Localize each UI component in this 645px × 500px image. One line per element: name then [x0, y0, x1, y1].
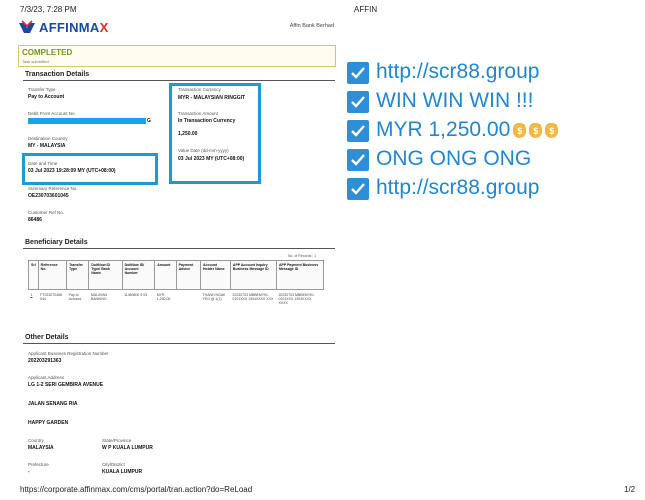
customer-ref-label: Customer Ref No. [28, 210, 65, 215]
state-label: State/Province [102, 438, 132, 443]
amount-label: Transaction Amount [178, 111, 218, 116]
currency-label: Transaction Currency [178, 87, 221, 92]
column-header: APP Payment Business Message ID [276, 261, 323, 290]
print-datetime: 7/3/23, 7:28 PM [20, 5, 77, 14]
status-label: COMPLETED [22, 48, 73, 57]
logo-header [18, 18, 336, 38]
money-bag-icon: $ [513, 123, 526, 138]
address-line-2: JALAN SENANG RIA [28, 401, 78, 407]
table-cell: MYR 1,250.00 [156, 293, 171, 301]
address-line-1: LG 1-2 SERI GEMBIRA AVENUE [28, 382, 104, 388]
money-bag-icon: $ [529, 123, 542, 138]
checkmark-icon [347, 120, 369, 142]
redacted-account-number [28, 118, 146, 124]
column-header: Reference No. [38, 261, 66, 290]
country-label: Country [28, 438, 44, 443]
print-page-title: AFFIN [354, 5, 378, 14]
other-details-title: Other Details [25, 334, 69, 341]
table-cell: FT023070466 044 [40, 293, 62, 301]
affinmax-logo-icon [18, 20, 36, 34]
country-value: MALAYSIA [28, 445, 54, 451]
currency-value: MYR - MALAYSIAN RINGGIT [178, 95, 246, 101]
debit-account-suffix: G [147, 118, 151, 124]
checkmark-icon [347, 178, 369, 200]
promo-text: http://scr88.group [376, 176, 540, 199]
table-cell: MALAYAN BANKING [90, 293, 108, 301]
column-header: Transfer Type [67, 261, 89, 290]
checkmark-icon [347, 149, 369, 171]
receipt-document [18, 14, 336, 484]
amount-type-value: In Transaction Currency [178, 118, 236, 124]
state-value: W P KUALA LUMPUR [102, 445, 153, 451]
transfer-type-value: Pay to Account [28, 94, 65, 100]
column-header: Payment Advice [176, 261, 200, 290]
column-header: APP Account Inquiry Business Message ID [230, 261, 276, 290]
table-cell: THANH NGAK YEO @ 1(1) [202, 293, 226, 301]
promo-text [376, 118, 558, 142]
affinmax-logo: AFFINMAX [39, 20, 109, 35]
bank-name: Affin Bank Berhad [289, 23, 334, 29]
column-header: Amount [155, 261, 176, 290]
destination-country-value: MY - MALAYSIA [28, 143, 66, 149]
address-line-3: HAPPY GARDEN [28, 420, 69, 426]
datetime-value: 03 Jul 2023 19:28:09 MY (UTC+08:00) [28, 168, 116, 174]
value-date-label: Value Date (dd-mm-yyyy) [178, 148, 229, 153]
customer-ref-value: 86486 [28, 217, 42, 223]
promo-line-5 [347, 176, 637, 204]
column-header: DuitNow ID/ Account Number [122, 261, 155, 290]
table-row [29, 290, 324, 327]
checkmark-icon [347, 62, 369, 84]
status-banner [18, 45, 336, 67]
table-cell: 20230703 MBBEMYKL 0101XXX 1304XXXX XXX [232, 293, 274, 301]
section-divider [23, 248, 335, 249]
section-divider [23, 343, 335, 344]
city-value: KUALA LUMPUR [102, 469, 143, 475]
prefecture-value: - [28, 469, 30, 475]
prefecture-label: Prefecture [28, 462, 49, 467]
datetime-label: Date and Time [28, 161, 58, 166]
transfer-type-label: Transfer Type [28, 87, 56, 92]
table-cell [176, 290, 200, 327]
checkmark-icon [347, 91, 369, 113]
table-cell: Pay to Account [68, 293, 82, 301]
promo-line-4 [347, 147, 637, 175]
promo-line-3 [347, 118, 637, 146]
value-date-value: 03 Jul 2023 MY (UTC+08:00) [178, 156, 245, 162]
beneficiary-table [28, 260, 324, 326]
promo-text: WIN WIN WIN !!! [376, 89, 534, 112]
registration-label: Applicant Business Registration Number [28, 351, 109, 356]
beneficiary-details-title: Beneficiary Details [25, 239, 88, 246]
destination-country-label: Destination Country [28, 136, 68, 141]
records-count: No. of Records : 1 [288, 254, 317, 258]
promo-line-1 [347, 60, 637, 88]
debit-account-label: Debit From Account No. [28, 111, 76, 116]
footer-url: https://corporate.affinmax.com/cms/portal/tran.action?do=ReLoad [20, 485, 253, 494]
city-label: City/District [102, 462, 125, 467]
column-header: Account Holder Name [201, 261, 231, 290]
section-divider [23, 80, 335, 81]
summary-ref-label: Summary Reference No. [28, 186, 78, 191]
column-header: DuitNow ID Type/ Bank Name [89, 261, 122, 290]
column-header: Srl [29, 261, 39, 290]
amount-value: 1,250.00 [178, 131, 198, 137]
registration-value: 202203291363 [28, 358, 62, 364]
promo-text: ONG ONG ONG [376, 147, 532, 170]
table-cell: 20230703 MBBEMYKL 0101XXX 1304XXXX XXXX [278, 293, 315, 305]
status-sub: Task submitted [22, 59, 49, 64]
promo-line-2 [347, 89, 637, 117]
summary-ref-value: OE230703601045 [28, 193, 69, 199]
table-cell-link[interactable]: 1 [30, 293, 33, 297]
transaction-details-title: Transaction Details [25, 71, 90, 78]
footer-page-number: 1/2 [624, 485, 636, 494]
table-cell: 11480800 5 03 [124, 293, 148, 297]
promo-amount: MYR 1,250.00 [376, 118, 511, 141]
money-bag-icon: $ [545, 123, 558, 138]
promo-text: http://scr88.group [376, 60, 540, 83]
address-label: Applicant Address [28, 375, 65, 380]
table-header-row [29, 261, 324, 290]
